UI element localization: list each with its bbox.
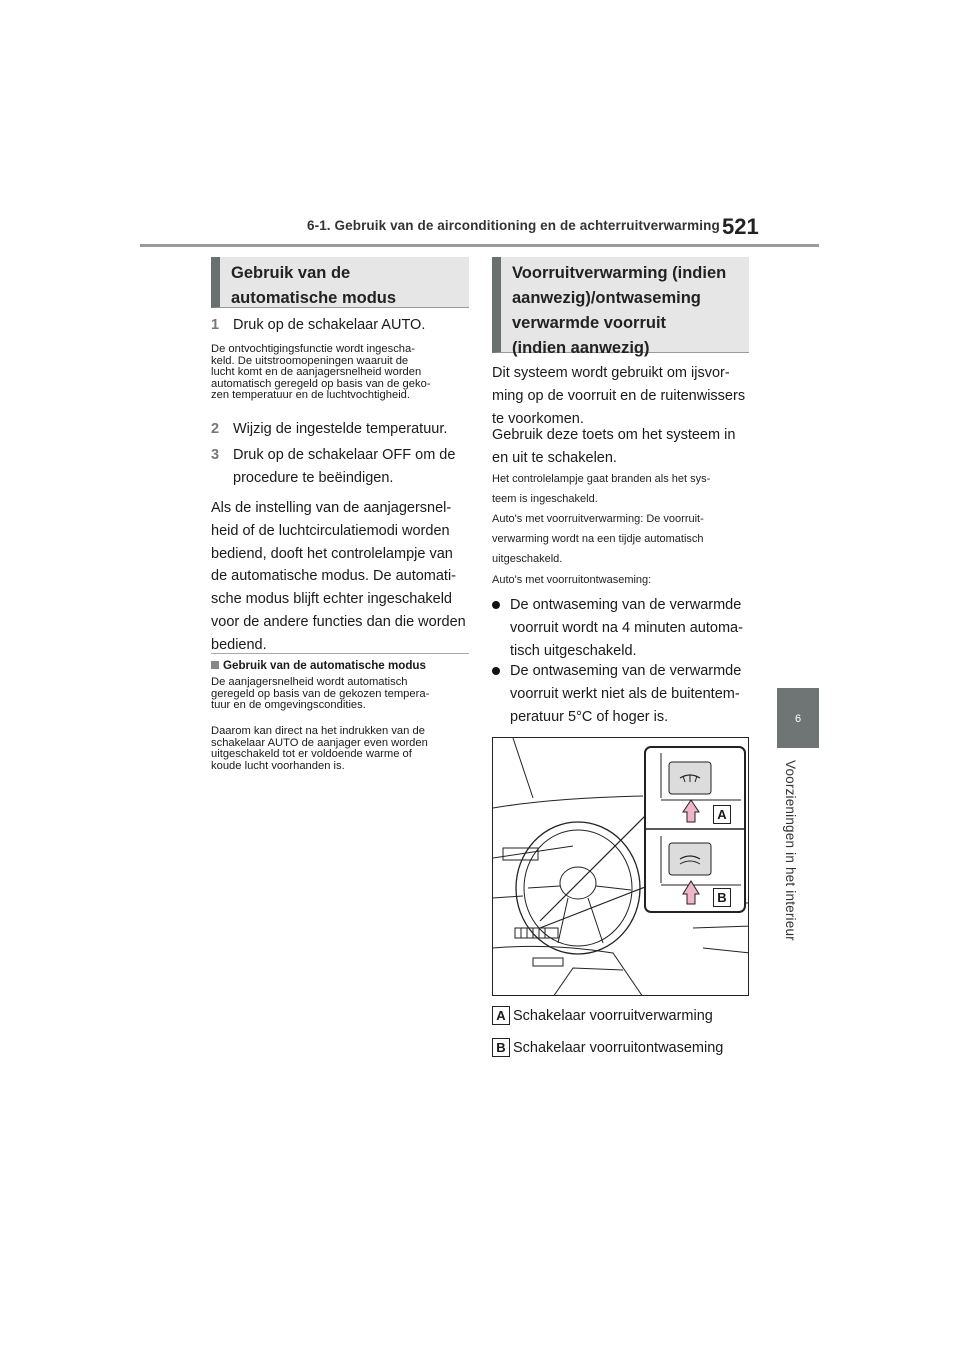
step-text: Druk op de schakelaar OFF om de (233, 447, 456, 463)
bullet-dot-icon (492, 667, 500, 675)
paragraph-line: Als de instelling van de aanjagersnel- (211, 500, 452, 516)
note-line: De ontvochtigingsfunctie wordt ingescha- (211, 343, 415, 355)
bullet-item (492, 594, 754, 662)
dashboard-illustration (492, 737, 749, 996)
left-paragraph (211, 497, 473, 657)
paragraph-line: te voorkomen. (492, 410, 584, 427)
small-line: Het controlelampje gaat branden als het sys- (492, 473, 711, 485)
bullet-line: voorruit werkt niet als de buitentem- (510, 685, 740, 702)
paragraph-line: voor de andere functies dan die worden (211, 613, 466, 630)
note-title (211, 659, 426, 672)
illus-label-a: A (713, 805, 731, 824)
note-title-text: Gebruik van de automatische modus (223, 659, 426, 672)
left-heading-line: automatische modus (231, 289, 397, 307)
note-paragraph-2 (211, 726, 473, 772)
paragraph-line: bediend, dooft het controlelampje van (211, 545, 453, 562)
step-1-note (211, 344, 473, 402)
illus-label-b: B (713, 888, 731, 907)
chapter-tab-number: 6 (794, 713, 802, 725)
note-line: De aanjagersnelheid wordt automatisch (211, 676, 408, 688)
section-title: 6-1. Gebruik van de airconditioning en de achterruitverwarming (307, 218, 720, 233)
small-line: uitgeschakeld. (492, 553, 563, 565)
right-heading-line: (indien aanwezig) (512, 339, 650, 357)
paragraph-line: ming op de voorruit en de ruitenwissers (492, 387, 746, 404)
bullet-item (492, 660, 754, 728)
step-text: procedure te beëindigen. (233, 470, 394, 486)
left-heading-line: Gebruik van de (231, 264, 351, 282)
right-small-1 (492, 469, 754, 509)
right-small-3: Auto's met voorruitontwaseming: (492, 574, 652, 586)
note-divider (211, 653, 469, 654)
bullet-line: De ontwaseming van de verwarmde (510, 597, 742, 613)
step-3 (211, 444, 455, 490)
paragraph-line: heid of de luchtcirculatiemodi worden (211, 522, 450, 539)
bullet-line: tisch uitgeschakeld. (510, 642, 637, 659)
caption-b (492, 1038, 724, 1057)
bullet-dot-icon (492, 601, 500, 609)
right-paragraph-1 (492, 362, 754, 430)
bullet-line: voorruit wordt na 4 minuten automa- (510, 619, 743, 636)
step-number: 3 (211, 447, 220, 463)
note-line: zen temperatuur en de luchtvochtigheid. (211, 389, 411, 402)
paragraph-line: de automatische modus. De automati- (211, 568, 457, 585)
bullet-line: De ontwaseming van de verwarmde (510, 663, 742, 679)
note-line: tuur en de omgevingscondities. (211, 699, 366, 712)
right-paragraph-2 (492, 424, 754, 470)
paragraph-line: en uit te schakelen. (492, 449, 617, 466)
paragraph-line: Dit systeem wordt gebruikt om ijsvor- (492, 365, 730, 381)
note-line: automatisch geregeld op basis van de geko- (211, 377, 431, 390)
note-line: lucht komt en de aanjagersnelheid worden (211, 366, 422, 379)
step-number: 2 (211, 421, 220, 437)
note-line: geregeld op basis van de gekozen tempera- (211, 687, 430, 700)
note-paragraph-1 (211, 677, 473, 712)
small-line: verwarming wordt na een tijdje automatisch (492, 533, 704, 545)
note-line: koude lucht voorhanden is. (211, 759, 345, 772)
right-heading-line: aanwezig)/ontwaseming (512, 289, 701, 307)
header-rule (140, 244, 819, 247)
step-1 (211, 314, 425, 337)
step-number: 1 (211, 317, 220, 333)
chapter-tab-label: Voorzieningen in het interieur (783, 760, 798, 941)
bullet-line: peratuur 5°C of hoger is. (510, 708, 669, 725)
paragraph-line: sche modus blijft echter ingeschakeld (211, 591, 452, 608)
note-line: keld. De uitstroomopeningen waaruit de (211, 354, 409, 367)
right-section-heading (492, 257, 749, 357)
right-heading-line: verwarmde voorruit (512, 314, 667, 332)
paragraph-line: Gebruik deze toets om het systeem in (492, 427, 736, 443)
dashboard-drawing (493, 738, 749, 996)
caption-a (492, 1006, 713, 1025)
step-text: Wijzig de ingestelde temperatuur. (233, 421, 448, 437)
right-small-2 (492, 509, 754, 569)
paragraph-line: bediend. (211, 636, 267, 653)
square-bullet-icon (211, 661, 219, 669)
note-line: Daarom kan direct na het indrukken van de (211, 725, 425, 737)
caption-label-b: B (492, 1038, 510, 1057)
note-line: uitgeschakeld tot er voldoende warme of (211, 748, 412, 761)
caption-text: Schakelaar voorruitontwaseming (513, 1040, 724, 1056)
small-line: teem is ingeschakeld. (492, 493, 598, 505)
caption-text: Schakelaar voorruitverwarming (513, 1008, 713, 1024)
left-section-heading (211, 257, 469, 308)
page-number: 521 (722, 214, 759, 239)
step-2 (211, 418, 447, 441)
step-text: Druk op de schakelaar AUTO. (233, 317, 426, 333)
small-line: Auto's met voorruitverwarming: De voorruit- (492, 513, 704, 525)
right-heading-line: Voorruitverwarming (indien (512, 264, 727, 282)
note-line: schakelaar AUTO de aanjager even worden (211, 736, 428, 749)
caption-label-a: A (492, 1006, 510, 1025)
